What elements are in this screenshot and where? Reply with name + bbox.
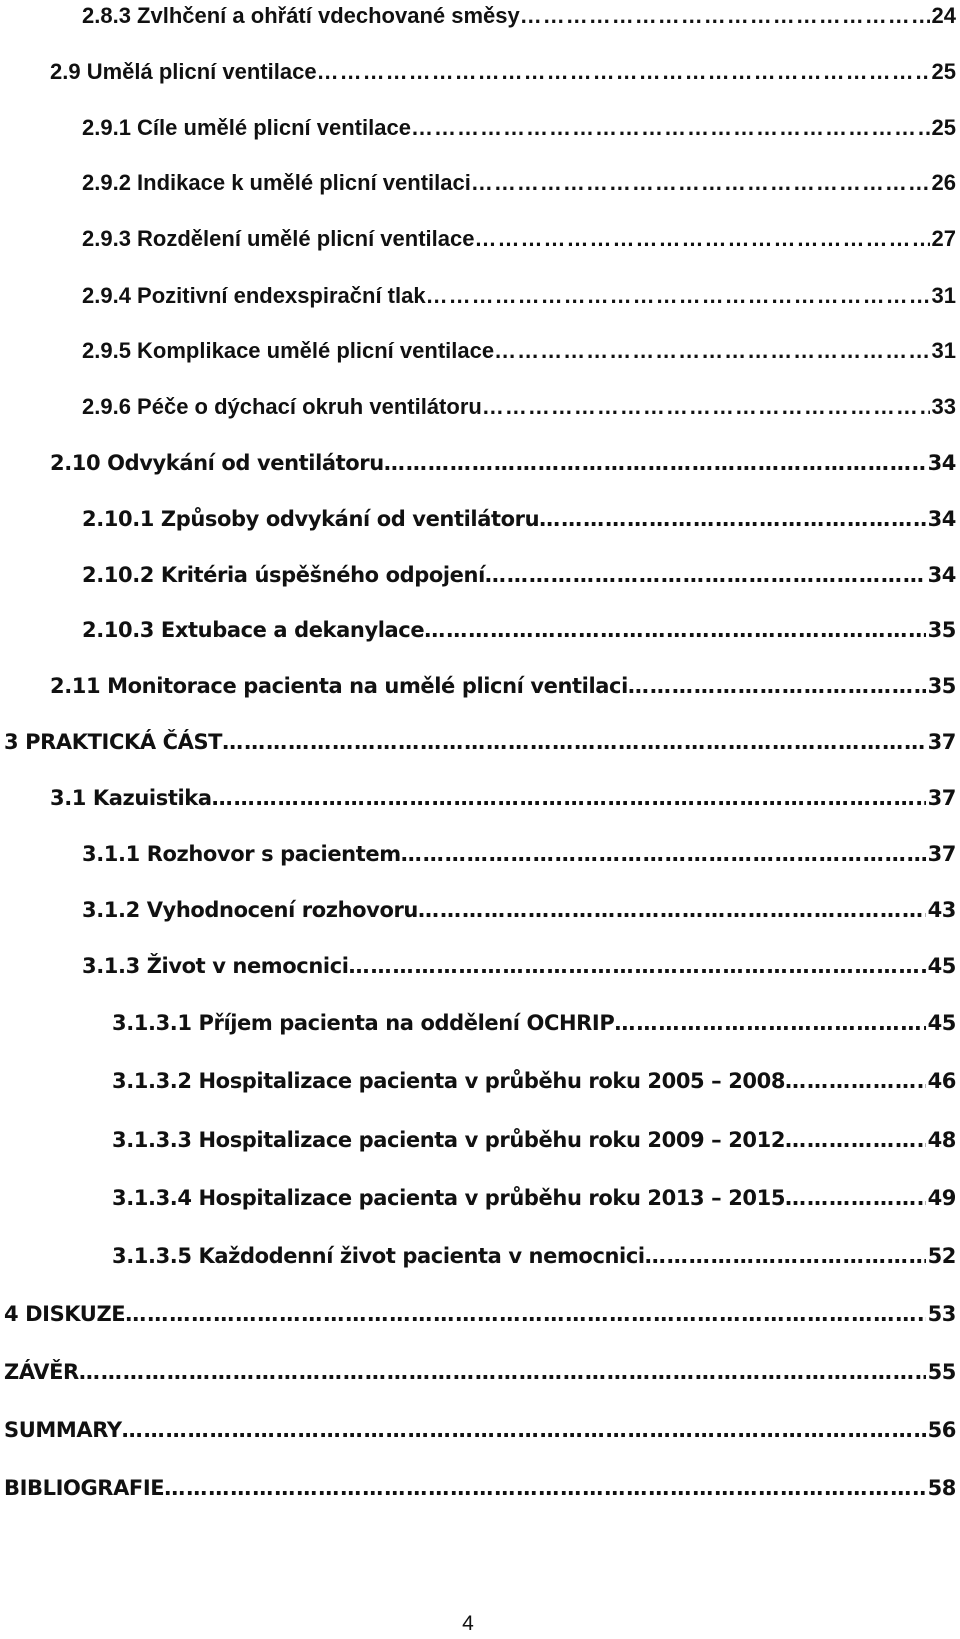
toc-entry-title: BIBLIOGRAFIE [4, 1476, 165, 1500]
toc-entry-page: 52 [927, 1244, 956, 1268]
toc-leader-dots [79, 1360, 926, 1384]
toc-leader-dots [785, 1069, 926, 1093]
toc-entry-title: 2.9.2 Indikace k umělé plicní ventilaci [82, 170, 471, 195]
toc-entry-page: 24 [931, 3, 956, 28]
toc-leader-dots [317, 59, 930, 85]
toc-entry-title: 3.1.2 Vyhodnocení rozhovoru [82, 898, 418, 922]
toc-entry[interactable] [82, 331, 960, 371]
toc-entry-page: 26 [931, 170, 956, 195]
toc-leader-dots [485, 563, 926, 587]
toc-leader-dots [164, 1476, 925, 1500]
toc-entry-title: 2.9 Umělá plicní ventilace [50, 59, 317, 84]
toc-entry[interactable] [112, 1061, 960, 1101]
toc-entry[interactable] [112, 1178, 960, 1218]
toc-entry-page: 31 [931, 283, 956, 308]
toc-entry[interactable] [82, 946, 960, 986]
toc-entry-title: 2.9.1 Cíle umělé plicní ventilace [82, 115, 411, 140]
toc-leader-dots [785, 1128, 926, 1152]
toc-leader-dots [418, 898, 926, 922]
toc-entry[interactable] [82, 163, 960, 203]
toc-entry-title: 3 PRAKTICKÁ ČÁST [4, 730, 223, 754]
toc-entry[interactable] [112, 1120, 960, 1160]
toc-leader-dots [494, 338, 929, 364]
toc-entry[interactable] [82, 610, 960, 650]
toc-entry-page: 58 [927, 1476, 956, 1500]
toc-entry-page: 37 [927, 842, 956, 866]
toc-entry-title: 2.10.1 Způsoby odvykání od ventilátoru [82, 507, 540, 531]
toc-entry-page: 37 [927, 786, 956, 810]
toc-entry-page: 48 [927, 1128, 956, 1152]
toc-entry-page: 35 [927, 618, 956, 642]
toc-entry[interactable] [50, 443, 960, 483]
toc-entry-page: 34 [927, 451, 956, 475]
toc-entry[interactable] [82, 555, 960, 595]
toc-entry-page: 27 [931, 226, 956, 251]
toc-entry[interactable] [82, 834, 960, 874]
toc-entry-title: 3.1.3.1 Příjem pacienta na oddělení OCHRIP [112, 1011, 615, 1035]
toc-entry[interactable] [50, 778, 960, 818]
toc-entry-title: 3.1.3.4 Hospitalizace pacienta v průběhu roku 2013 – 2015 [112, 1186, 786, 1210]
toc-entry[interactable] [4, 1410, 960, 1450]
toc-entry[interactable] [112, 1003, 960, 1043]
toc-entry[interactable] [82, 276, 960, 316]
toc-leader-dots [614, 1011, 925, 1035]
toc-entry-title: 3.1.3.3 Hospitalizace pacienta v průběhu roku 2009 – 2012 [112, 1128, 786, 1152]
toc-leader-dots [349, 954, 926, 978]
toc-entry-page: 34 [927, 563, 956, 587]
toc-entry[interactable] [82, 499, 960, 539]
toc-leader-dots [384, 451, 926, 475]
toc-entry-title: 3.1.3.5 Každodenní život pacienta v nemocnici [112, 1244, 645, 1268]
toc-leader-dots [520, 3, 930, 29]
toc-entry-page: 56 [927, 1418, 956, 1442]
toc-entry-page: 53 [927, 1302, 956, 1326]
toc-entry-title: 2.10.3 Extubace a dekanylace [82, 618, 425, 642]
toc-entry-title: 2.9.6 Péče o dýchací okruh ventilátoru [82, 394, 482, 419]
toc-leader-dots [785, 1186, 926, 1210]
toc-entry-title: 3.1.3 Život v nemocnici [82, 954, 349, 978]
toc-entry[interactable] [82, 0, 960, 36]
toc-entry-page: 45 [927, 1011, 956, 1035]
toc-leader-dots [401, 842, 926, 866]
toc-entry-page: 34 [927, 507, 956, 531]
toc-entry-page: 43 [927, 898, 956, 922]
toc-entry-page: 33 [931, 394, 956, 419]
toc-entry-page: 45 [927, 954, 956, 978]
toc-entry[interactable] [82, 387, 960, 427]
toc-entry-page: 31 [931, 338, 956, 363]
toc-entry-title: 2.10 Odvykání od ventilátoru [50, 451, 384, 475]
toc-leader-dots [474, 226, 929, 252]
toc-leader-dots [539, 507, 925, 531]
toc-entry-page: 46 [927, 1069, 956, 1093]
toc-entry-title: SUMMARY [4, 1418, 122, 1442]
toc-entry-title: 2.11 Monitorace pacienta na umělé plicní ventilaci [50, 674, 628, 698]
toc-entry-page: 35 [927, 674, 956, 698]
toc-entry-title: 4 DISKUZE [4, 1302, 126, 1326]
toc-leader-dots [426, 283, 930, 309]
toc-leader-dots [471, 170, 930, 196]
toc-entry-title: 2.9.4 Pozitivní endexspirační tlak [82, 283, 426, 308]
toc-entry[interactable] [4, 722, 960, 762]
toc-entry-page: 49 [927, 1186, 956, 1210]
toc-entry[interactable] [82, 219, 960, 259]
toc-leader-dots [122, 1418, 926, 1442]
toc-entry-title: 3.1.3.2 Hospitalizace pacienta v průběhu roku 2005 – 2008 [112, 1069, 786, 1093]
toc-leader-dots [645, 1244, 926, 1268]
toc-leader-dots [212, 786, 926, 810]
toc-leader-dots [424, 618, 925, 642]
toc-entry[interactable] [82, 890, 960, 930]
toc-entry[interactable] [4, 1294, 960, 1334]
toc-entry-title: 2.9.3 Rozdělení umělé plicní ventilace [82, 226, 475, 251]
toc-entry[interactable] [4, 1468, 960, 1508]
toc-entry[interactable] [50, 52, 960, 92]
toc-leader-dots [482, 394, 930, 420]
toc-entry-page: 25 [931, 115, 956, 140]
toc-leader-dots [628, 674, 926, 698]
toc-entry-title: 2.10.2 Kritéria úspěšného odpojení [82, 563, 485, 587]
toc-entry[interactable] [4, 1352, 960, 1392]
toc-entry-page: 55 [927, 1360, 956, 1384]
toc-entry-title: 2.8.3 Zvlhčení a ohřátí vdechované směsy [82, 3, 520, 28]
toc-entry[interactable] [112, 1236, 960, 1276]
toc-entry[interactable] [82, 108, 960, 148]
toc-entry-title: ZÁVĚR [4, 1360, 79, 1384]
toc-leader-dots [222, 730, 925, 754]
toc-entry-title: 2.9.5 Komplikace umělé plicní ventilace [82, 338, 495, 363]
toc-leader-dots [411, 115, 930, 141]
toc-entry-page: 37 [927, 730, 956, 754]
toc-entry-page: 25 [931, 59, 956, 84]
page-number: 4 [462, 1612, 474, 1635]
toc-entry-title: 3.1 Kazuistika [50, 786, 212, 810]
toc-leader-dots [125, 1302, 925, 1326]
toc-entry-title: 3.1.1 Rozhovor s pacientem [82, 842, 401, 866]
toc-entry[interactable] [50, 666, 960, 706]
